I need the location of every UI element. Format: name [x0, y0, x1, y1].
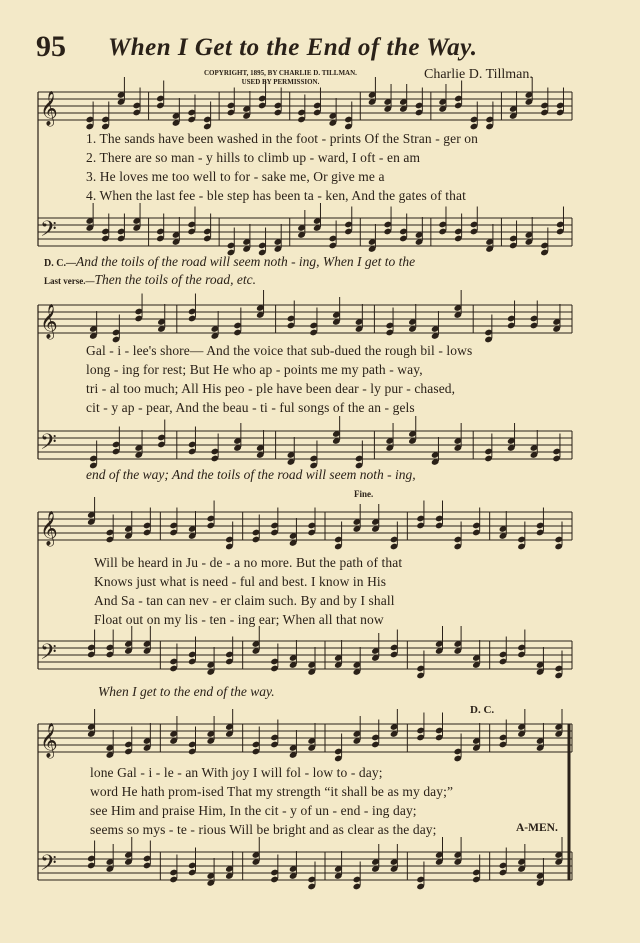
verse-2-line-c: Knows just what is need - ful and best. I know in His: [94, 574, 387, 589]
treble-clef-icon: 𝄞: [40, 723, 58, 758]
refrain-line-b: end of the way; And the toils of the road will seem noth - ing,: [86, 467, 416, 482]
verse-3-line-a: 3. He loves me too well to for - sake me, Or give me a: [86, 169, 385, 184]
fine-marking: Fine.: [354, 489, 374, 499]
dc-marking: D. C.: [470, 704, 495, 716]
bass-clef-icon: 𝄢: [40, 640, 57, 670]
verse-3-line-b: tri - al too much; All His peo - ple have been dear - ly pur - chased,: [86, 381, 456, 396]
verse-1-line-a: 1. The sands have been washed in the foot - prints Of the Stran - ger on: [86, 131, 478, 146]
last-verse-line: [44, 271, 256, 289]
bass-clef-icon: 𝄢: [40, 430, 57, 460]
verse-2-line-b: long - ing for rest; But He who ap - points me my path - way,: [86, 362, 423, 377]
bass-clef-icon: 𝄢: [40, 217, 57, 247]
verse-4-line-d: seems so mys - te - rious Will be bright and as clear as the day;: [90, 822, 437, 837]
permission-line: USED BY PERMISSION.: [241, 78, 320, 86]
verse-4-line-b: cit - y ap - pear, And the beau - ti - ful songs of the an - gels: [86, 400, 415, 415]
verse-1-line-c: Will be heard in Ju - de - a no more. But the path of that: [94, 555, 403, 570]
verse-4-line-c: Float out on my lis - ten - ing ear; When all that now: [94, 612, 384, 627]
hymn-title: When I Get to the End of the Way.: [108, 34, 478, 61]
copyright-line: COPYRIGHT, 1895, BY CHARLIE D. TILLMAN.: [204, 69, 357, 77]
amen-marking: A-MEN.: [516, 822, 558, 834]
verse-1-line-d: lone Gal - i - le - an With joy I will fol - low to - day;: [90, 765, 383, 780]
last-verse-lyric: Then the toils of the road, etc.: [94, 272, 256, 287]
author-credit: Charlie D. Tillman.: [424, 67, 533, 82]
treble-clef-icon: 𝄞: [40, 91, 58, 126]
verse-3-line-c: And Sa - tan can nev - er claim such. By and by I shall: [94, 593, 395, 608]
hymn-number: 95: [36, 30, 66, 63]
bass-clef-icon: 𝄢: [40, 851, 57, 881]
dc-lyric: And the toils of the road will seem noth - ing, When I get to the: [75, 254, 416, 269]
verse-1-line-b: Gal - i - lee's shore— And the voice that sub-dued the rough bil - lows: [86, 343, 473, 358]
last-verse-prefix: Last verse.—: [44, 276, 95, 286]
treble-clef-icon: 𝄞: [40, 304, 58, 339]
verse-2-line-a: 2. There are so man - y hills to climb up - ward, I oft - en am: [86, 150, 421, 165]
treble-clef-icon: 𝄞: [40, 511, 58, 546]
verse-4-line-a: 4. When the last fee - ble step has been ta - ken, And the gates of that: [86, 188, 466, 203]
dc-line: [44, 253, 415, 271]
verse-3-line-d: see Him and praise Him, In the cit - y of un - end - ing day;: [90, 803, 417, 818]
dc-prefix: D. C.—: [44, 258, 76, 269]
refrain-line-c: When I get to the end of the way.: [98, 684, 275, 699]
verse-2-line-d: word He hath prom-ised That my strength “it shall be as my day;”: [90, 784, 454, 799]
